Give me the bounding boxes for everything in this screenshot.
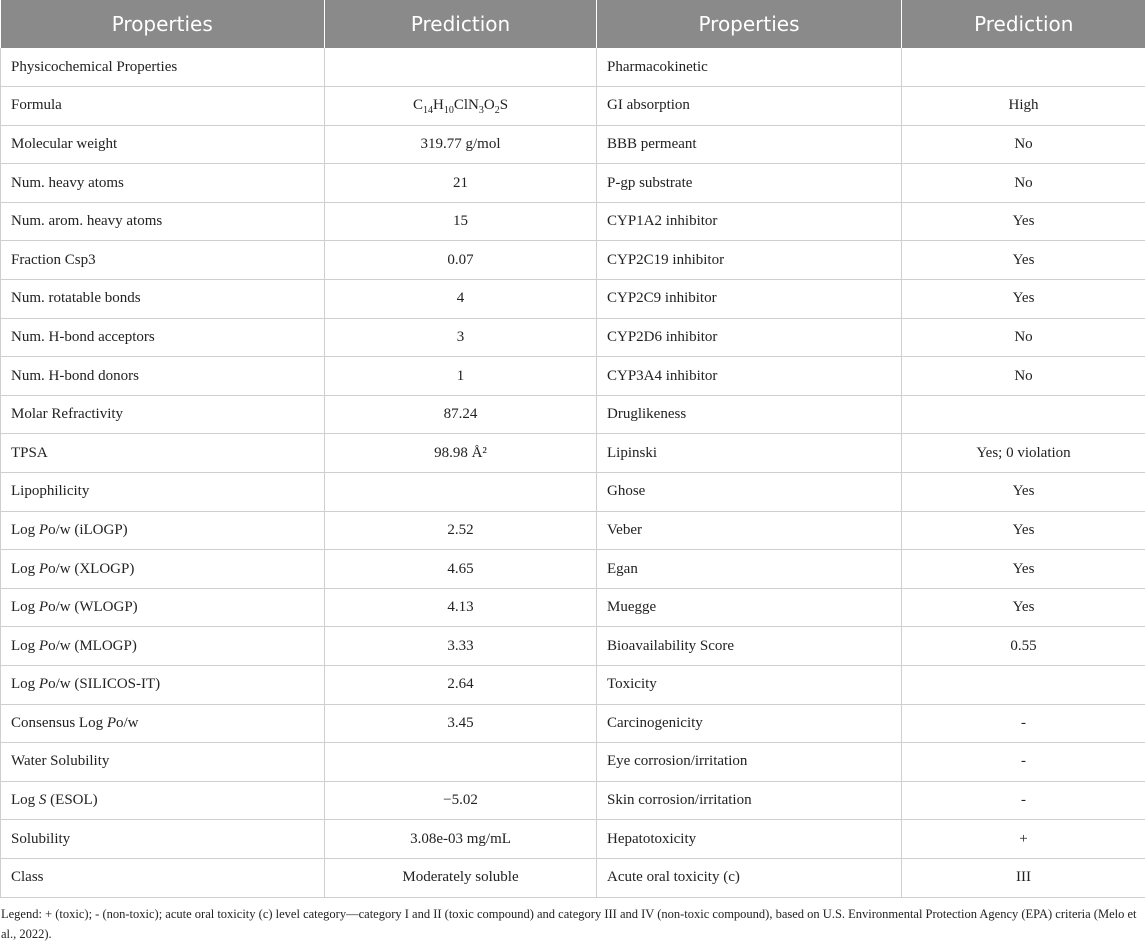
- table-row: [1, 511, 1145, 550]
- right-prediction-cell: Yes: [902, 588, 1145, 627]
- left-property-cell: Molar Refractivity: [1, 395, 325, 434]
- table-row: [1, 434, 1145, 473]
- left-prediction-cell: 4.65: [325, 550, 597, 589]
- left-property-cell: Solubility: [1, 820, 325, 859]
- right-prediction-cell: [902, 666, 1145, 705]
- right-prediction-cell: [902, 395, 1145, 434]
- table-row: [1, 858, 1145, 897]
- left-prediction-cell: 98.98 Å²: [325, 434, 597, 473]
- left-property-cell: Num. H-bond acceptors: [1, 318, 325, 357]
- right-property-cell: Skin corrosion/irritation: [597, 781, 902, 820]
- left-property-cell: Lipophilicity: [1, 473, 325, 512]
- left-property-cell: Num. arom. heavy atoms: [1, 202, 325, 241]
- left-prediction-cell: 3.33: [325, 627, 597, 666]
- table-row: [1, 48, 1145, 87]
- table-row: [1, 743, 1145, 782]
- right-property-cell: GI absorption: [597, 87, 902, 126]
- header-properties-left: Properties: [1, 0, 325, 48]
- left-prediction-cell: 0.07: [325, 241, 597, 280]
- right-prediction-cell: -: [902, 704, 1145, 743]
- left-prediction-cell: 2.52: [325, 511, 597, 550]
- right-prediction-cell: No: [902, 357, 1145, 396]
- right-prediction-cell: 0.55: [902, 627, 1145, 666]
- table-row: [1, 550, 1145, 589]
- right-property-cell: Bioavailability Score: [597, 627, 902, 666]
- right-prediction-cell: +: [902, 820, 1145, 859]
- left-prediction-cell: −5.02: [325, 781, 597, 820]
- left-property-cell: Formula: [1, 87, 325, 126]
- left-property-cell: Log Po/w (XLOGP): [1, 550, 325, 589]
- left-property-cell: Consensus Log Po/w: [1, 704, 325, 743]
- table-row: [1, 820, 1145, 859]
- left-property-cell: Class: [1, 858, 325, 897]
- table-row: [1, 241, 1145, 280]
- table-row: [1, 202, 1145, 241]
- left-prediction-cell: 319.77 g/mol: [325, 125, 597, 164]
- left-prediction-cell: 15: [325, 202, 597, 241]
- right-property-cell: Muegge: [597, 588, 902, 627]
- right-property-cell: Eye corrosion/irritation: [597, 743, 902, 782]
- right-prediction-cell: Yes: [902, 241, 1145, 280]
- left-property-cell: Num. heavy atoms: [1, 164, 325, 203]
- left-property-cell: Log Po/w (SILICOS-IT): [1, 666, 325, 705]
- right-prediction-cell: Yes: [902, 511, 1145, 550]
- table-header: [1, 0, 1145, 48]
- header-row: [1, 0, 1145, 48]
- table-row: [1, 318, 1145, 357]
- header-properties-right: Properties: [597, 0, 902, 48]
- right-prediction-cell: -: [902, 743, 1145, 782]
- right-property-cell: CYP1A2 inhibitor: [597, 202, 902, 241]
- table-row: [1, 164, 1145, 203]
- left-prediction-cell: 4.13: [325, 588, 597, 627]
- right-property-cell: BBB permeant: [597, 125, 902, 164]
- table-row: [1, 357, 1145, 396]
- table-row: [1, 280, 1145, 319]
- right-property-cell: Acute oral toxicity (c): [597, 858, 902, 897]
- right-property-cell: Veber: [597, 511, 902, 550]
- table-row: [1, 395, 1145, 434]
- left-prediction-cell: [325, 473, 597, 512]
- left-prediction-cell: 4: [325, 280, 597, 319]
- right-property-cell: CYP2C9 inhibitor: [597, 280, 902, 319]
- table-legend: Legend: + (toxic); - (non-toxic); acute oral toxicity (c) level category—category I and II (toxic compound) and category III and IV (non-toxic compound), based on U.S. Environmental Protection Agency (EPA) criteria (Melo et al., 2022).: [0, 898, 1145, 944]
- right-prediction-cell: Yes: [902, 473, 1145, 512]
- right-property-cell: Toxicity: [597, 666, 902, 705]
- right-prediction-cell: Yes: [902, 550, 1145, 589]
- left-prediction-cell: 3.45: [325, 704, 597, 743]
- right-property-cell: Carcinogenicity: [597, 704, 902, 743]
- left-prediction-cell: $C_{14}H_{10}ClN_3O_2S$: [325, 87, 597, 126]
- table-row: [1, 588, 1145, 627]
- left-prediction-cell: 1: [325, 357, 597, 396]
- table-row: [1, 87, 1145, 126]
- right-property-cell: Egan: [597, 550, 902, 589]
- right-prediction-cell: Yes: [902, 280, 1145, 319]
- left-property-cell: Log Po/w (MLOGP): [1, 627, 325, 666]
- left-prediction-cell: 21: [325, 164, 597, 203]
- right-property-cell: Pharmacokinetic: [597, 48, 902, 87]
- table-row: [1, 125, 1145, 164]
- header-prediction-left: Prediction: [325, 0, 597, 48]
- left-prediction-cell: [325, 48, 597, 87]
- left-property-cell: Fraction Csp3: [1, 241, 325, 280]
- left-property-cell: Num. H-bond donors: [1, 357, 325, 396]
- left-prediction-cell: 3.08e-03 mg/mL: [325, 820, 597, 859]
- right-property-cell: Druglikeness: [597, 395, 902, 434]
- right-property-cell: P-gp substrate: [597, 164, 902, 203]
- right-prediction-cell: Yes: [902, 202, 1145, 241]
- right-property-cell: CYP3A4 inhibitor: [597, 357, 902, 396]
- left-property-cell: Log Po/w (WLOGP): [1, 588, 325, 627]
- right-prediction-cell: No: [902, 125, 1145, 164]
- table-row: [1, 627, 1145, 666]
- left-property-cell: Molecular weight: [1, 125, 325, 164]
- right-prediction-cell: No: [902, 318, 1145, 357]
- right-property-cell: CYP2D6 inhibitor: [597, 318, 902, 357]
- right-prediction-cell: High: [902, 87, 1145, 126]
- right-prediction-cell: [902, 48, 1145, 87]
- right-prediction-cell: III: [902, 858, 1145, 897]
- left-property-cell: Physicochemical Properties: [1, 48, 325, 87]
- table-body: [1, 48, 1145, 897]
- right-prediction-cell: No: [902, 164, 1145, 203]
- right-property-cell: CYP2C19 inhibitor: [597, 241, 902, 280]
- table-row: [1, 704, 1145, 743]
- right-property-cell: Ghose: [597, 473, 902, 512]
- left-prediction-cell: 3: [325, 318, 597, 357]
- left-prediction-cell: 87.24: [325, 395, 597, 434]
- left-prediction-cell: 2.64: [325, 666, 597, 705]
- left-property-cell: TPSA: [1, 434, 325, 473]
- table-row: [1, 473, 1145, 512]
- right-prediction-cell: -: [902, 781, 1145, 820]
- table-row: [1, 781, 1145, 820]
- left-prediction-cell: Moderately soluble: [325, 858, 597, 897]
- table-row: [1, 666, 1145, 705]
- right-prediction-cell: Yes; 0 violation: [902, 434, 1145, 473]
- right-property-cell: Lipinski: [597, 434, 902, 473]
- left-prediction-cell: [325, 743, 597, 782]
- left-property-cell: Log Po/w (iLOGP): [1, 511, 325, 550]
- left-property-cell: Num. rotatable bonds: [1, 280, 325, 319]
- right-property-cell: Hepatotoxicity: [597, 820, 902, 859]
- header-prediction-right: Prediction: [902, 0, 1145, 48]
- left-property-cell: Log S (ESOL): [1, 781, 325, 820]
- left-property-cell: Water Solubility: [1, 743, 325, 782]
